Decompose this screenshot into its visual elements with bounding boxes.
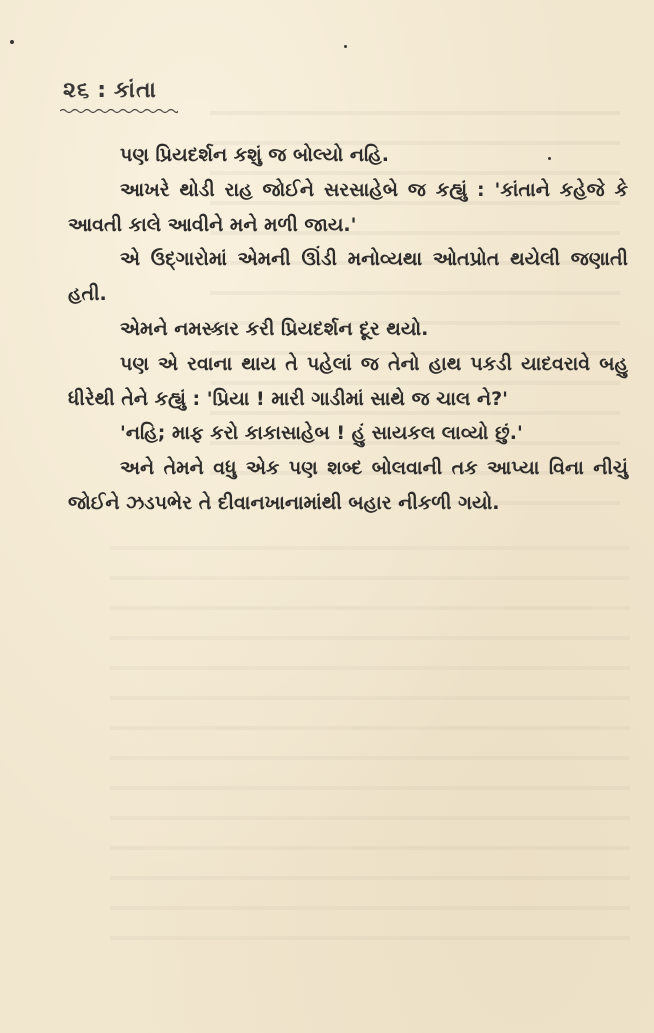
running-title: કાંતા xyxy=(114,78,157,103)
ink-speck xyxy=(10,40,14,44)
show-through-text-lower xyxy=(110,520,630,950)
paragraph: પણ પ્રિયદર્શન કશું જ બોલ્યો નહિ. xyxy=(120,144,389,166)
paragraph: એ ઉદ્ગારોમાં એમની ઊંડી મનોવ્યથા ઓતપ્રોત થયેલી જણાતી હતી. xyxy=(68,248,628,306)
page-number: ૨૬ xyxy=(63,78,91,103)
paragraph: પણ એ રવાના થાય તે પહેલાં જ તેનો હાથ પકડી યાદવરાવે બહુ ધીરેથી તેને કહ્યું : 'પ્રિયા ! મારી ગાડીમાં સાથે જ ચાલ ને?' xyxy=(68,352,628,410)
header-separator: : xyxy=(97,78,108,103)
ink-speck xyxy=(344,45,347,48)
body-text xyxy=(68,138,628,521)
paragraph: 'નહિ; માફ કરો કાકાસાહેબ ! હું સાયકલ લાવ્યો છું.' xyxy=(120,422,523,445)
running-header xyxy=(63,78,157,103)
header-wavy-rule xyxy=(60,108,178,114)
paragraph: અને તેમને વધુ એક પણ શબ્દ બોલવાની તક આપ્યા વિના નીચું જોઈને ઝડપભેર તે દીવાનખાનામાંથી બહાર નીકળી ગયો. xyxy=(68,457,628,514)
paragraph: આખરે થોડી રાહ જોઈને સરસાહેબે જ કહ્યું : 'કાંતાને કહેજે કે આવતી કાલે આવીને મને મળી જાય.' xyxy=(68,178,628,236)
paragraph: એમને નમસ્કાર કરી પ્રિયદર્શન દૂર થયો. xyxy=(120,317,429,340)
